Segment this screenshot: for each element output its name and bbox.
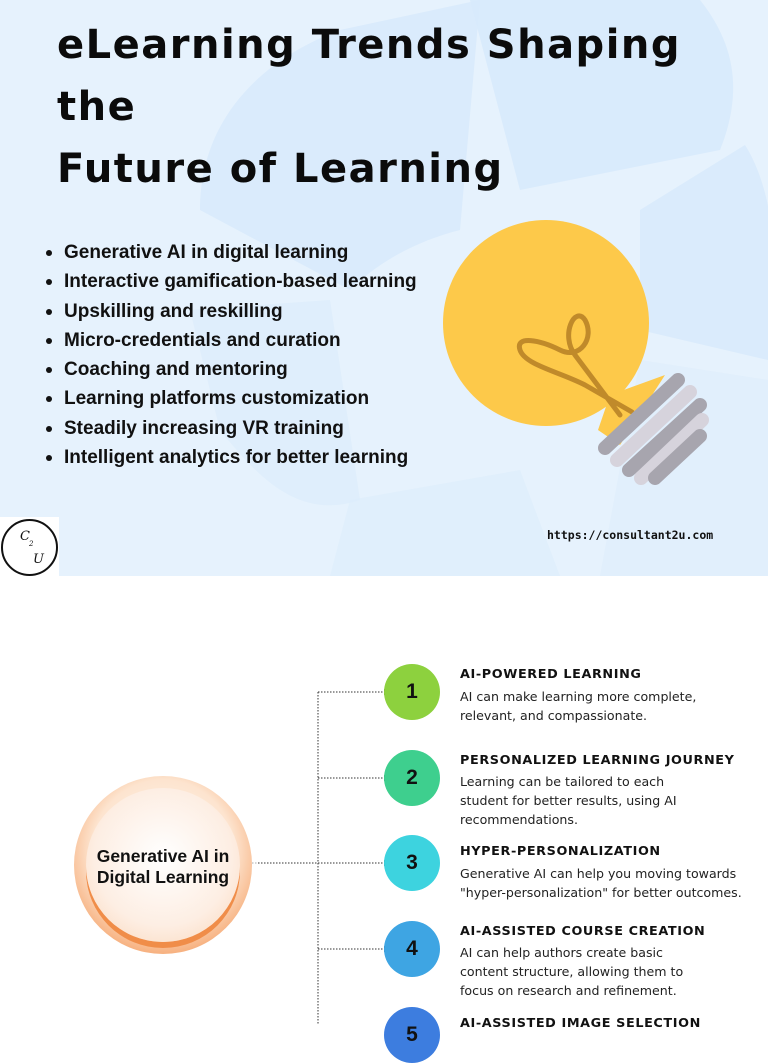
step-description-line: recommendations.	[460, 812, 578, 827]
central-topic-circle	[74, 776, 252, 954]
logo-letter-u: U	[33, 552, 44, 567]
step-title: AI-ASSISTED COURSE CREATION	[460, 924, 706, 939]
step-description-line: "hyper-personalization" for better outcomes.	[460, 885, 742, 900]
step-title: PERSONALIZED LEARNING JOURNEY	[460, 753, 735, 768]
logo-circle	[1, 519, 58, 576]
trend-label: Steadily increasing VR training	[64, 417, 344, 439]
step-number-circle: 3	[384, 835, 440, 891]
trend-label: Upskilling and reskilling	[64, 300, 283, 322]
bullet-icon	[46, 279, 52, 285]
step-description-line: student for better results, using AI	[460, 793, 677, 808]
central-topic-line-1: Generative AI in	[96, 846, 230, 866]
bullet-icon	[46, 426, 52, 432]
website-link[interactable]: https://consultant2u.com	[547, 528, 714, 542]
generative-ai-diagram	[0, 576, 768, 1046]
step-description	[460, 687, 696, 725]
trend-label: Coaching and mentoring	[64, 359, 288, 381]
trend-item	[44, 238, 417, 267]
step-number-circle: 1	[384, 664, 440, 720]
step-description-line: content structure, allowing them to	[460, 964, 684, 979]
trend-item	[44, 267, 417, 296]
step-description-line: Learning can be tailored to each	[460, 774, 665, 789]
bullet-icon	[46, 455, 52, 461]
step-description-line: focus on research and refinement.	[460, 983, 677, 998]
trend-item	[44, 355, 417, 384]
step-description-line: AI can make learning more complete,	[460, 689, 697, 704]
trend-item	[44, 297, 417, 326]
bullet-icon	[46, 309, 52, 315]
trends-list	[44, 238, 417, 472]
title-line-1: eLearning Trends Shaping the	[57, 22, 682, 130]
trend-label: Intelligent analytics for better learning	[64, 447, 409, 469]
trend-label: Learning platforms customization	[64, 388, 370, 410]
bullet-icon	[46, 250, 52, 256]
bullet-icon	[46, 338, 52, 344]
trend-label: Generative AI in digital learning	[64, 242, 349, 263]
central-topic-line-2: Digital Learning	[96, 867, 230, 887]
trend-item	[44, 384, 417, 413]
step-description	[460, 772, 677, 829]
logo-letter-c: C	[20, 529, 30, 544]
bullet-icon	[46, 367, 52, 373]
step-number-circle: 2	[384, 750, 440, 806]
step-description-line: relevant, and compassionate.	[460, 708, 648, 723]
logo-letter-2: 2	[29, 540, 34, 548]
step-description	[460, 943, 683, 1000]
trend-label: Micro-credentials and curation	[64, 329, 341, 351]
lightbulb-icon	[430, 210, 730, 500]
step-title: HYPER-PERSONALIZATION	[460, 844, 661, 859]
bullet-icon	[46, 396, 52, 402]
trend-item	[44, 414, 417, 443]
step-title: AI-ASSISTED IMAGE SELECTION	[460, 1016, 701, 1031]
step-number-circle: 5	[384, 1007, 440, 1063]
page-title	[57, 14, 747, 200]
trend-item	[44, 326, 417, 355]
step-description-line: Generative AI can help you moving towards	[460, 866, 737, 881]
company-logo	[0, 517, 59, 576]
step-description-line: AI can help authors create basic	[460, 945, 663, 960]
central-topic-label	[74, 846, 252, 888]
title-line-2: Future of Learning	[57, 146, 504, 192]
step-description	[460, 864, 742, 902]
trend-item	[44, 443, 417, 472]
trend-label: Interactive gamification-based learning	[64, 271, 417, 293]
step-number-circle: 4	[384, 921, 440, 977]
step-title: AI-POWERED LEARNING	[460, 667, 642, 682]
